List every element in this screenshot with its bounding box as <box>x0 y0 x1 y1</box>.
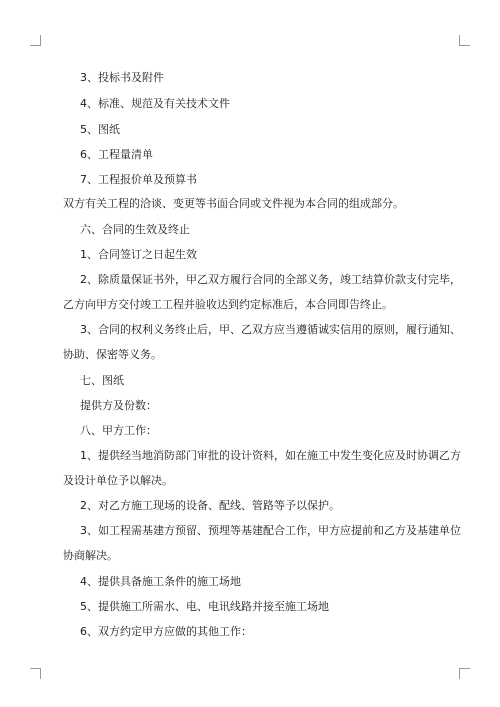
party-a-item-3-line-1: 3、如工程需基建方预留、预埋等基建配合工作，甲方应提前和乙方及基建单位 <box>80 524 461 537</box>
crop-mark-bottom-left <box>30 668 41 679</box>
section-heading-effectiveness: 六、合同的生效及终止 <box>80 223 190 236</box>
clause-2-line-1: 2、除质量保证书外，甲乙双方履行合同的全部义务，竣工结算价款支付完毕， <box>80 273 461 286</box>
list-item-bill-of-quantities: 6、工程量清单 <box>80 148 153 161</box>
list-item-quotation: 7、工程报价单及预算书 <box>80 173 197 186</box>
clause-1-effective: 1、合同签订之日起生效 <box>80 248 197 261</box>
party-a-item-2: 2、对乙方施工现场的设备、配线、管路等予以保护。 <box>80 499 340 512</box>
party-a-item-4: 4、提供具备施工条件的施工场地 <box>80 575 241 588</box>
crop-mark-top-right <box>459 35 470 46</box>
section-heading-party-a-work: 八、甲方工作： <box>80 424 157 437</box>
party-a-item-3-line-2: 协商解决。 <box>63 549 118 562</box>
clause-3-line-2: 协助、保密等义务。 <box>63 348 162 361</box>
party-a-item-6: 6、双方约定甲方应做的其他工作： <box>80 625 252 638</box>
clause-2-line-2: 乙方向甲方交付竣工工程并验收达到约定标准后，本合同即告终止。 <box>63 298 393 311</box>
party-a-item-1-line-2: 及设计单位予以解决。 <box>63 474 173 487</box>
crop-mark-bottom-right <box>459 668 470 679</box>
list-item-standards: 4、标准、规范及有关技术文件 <box>80 97 230 110</box>
clause-3-line-1: 3、合同的权利义务终止后，甲、乙双方应当遵循诚实信用的原则，履行通知、 <box>80 323 461 336</box>
list-item-bid-documents: 3、投标书及附件 <box>80 71 164 84</box>
section-heading-drawings: 七、图纸 <box>80 374 124 387</box>
party-a-item-5: 5、提供施工所需水、电、电讯线路并接至施工场地 <box>80 600 329 613</box>
party-a-item-1-line-1: 1、提供经当地消防部门审批的设计资料，如在施工中发生变化应及时协调乙方 <box>80 449 461 462</box>
drawings-provider-copies: 提供方及份数： <box>80 399 157 412</box>
list-item-drawings: 5、图纸 <box>80 123 120 136</box>
paragraph-contract-components: 双方有关工程的洽谈、变更等书面合同或文件视为本合同的组成部分。 <box>63 197 404 210</box>
crop-mark-top-left <box>30 35 41 46</box>
